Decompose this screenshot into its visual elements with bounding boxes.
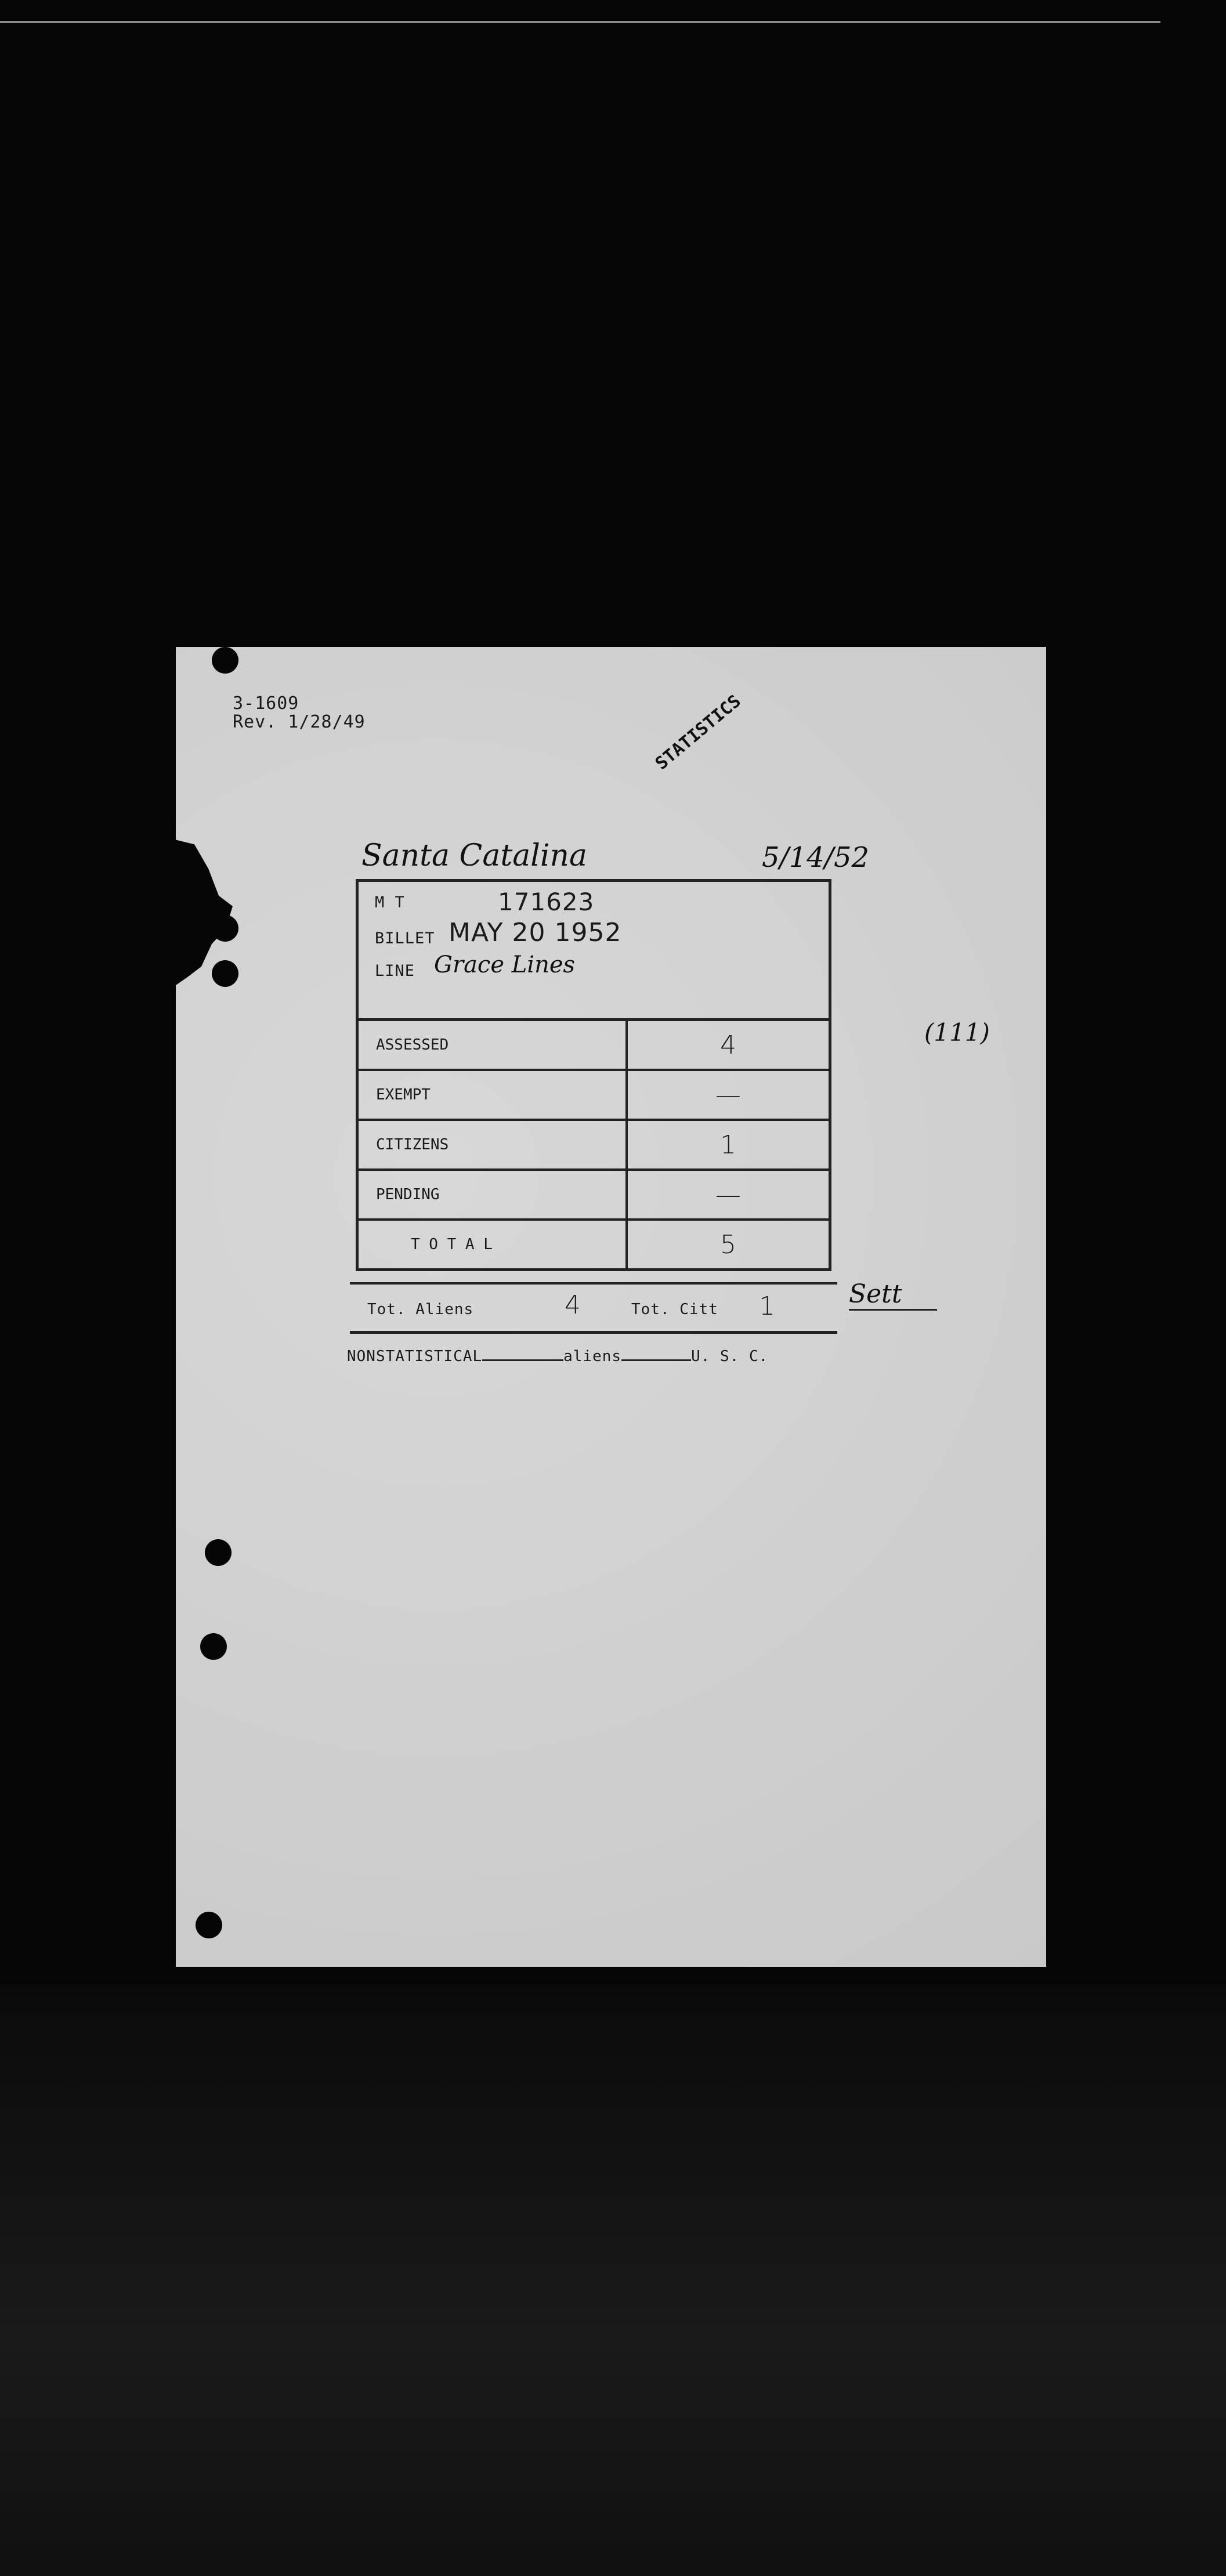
statistics-stamp: STATISTICS <box>651 691 745 774</box>
nonstatistical-label: NONSTATISTICAL <box>347 1348 483 1365</box>
row-value: 1 <box>627 1120 830 1170</box>
form-revision: Rev. 1/28/49 <box>233 712 366 732</box>
form-number: 3-1609 <box>233 693 299 714</box>
punch-hole <box>212 960 238 987</box>
billet-label: BILLET <box>375 929 435 947</box>
handwritten-date: 5/14/52 <box>762 841 870 874</box>
tot-citt-value: 1 <box>759 1291 776 1321</box>
aliens-label: aliens <box>563 1348 622 1365</box>
table-row <box>357 1120 830 1170</box>
total-value: 5 <box>627 1220 830 1270</box>
nonstatistical-line <box>347 1348 768 1365</box>
usc-label: U. S. C. <box>691 1348 769 1365</box>
mt-value: 171623 <box>498 888 595 916</box>
row-label: PENDING <box>357 1170 627 1220</box>
table-row <box>357 1220 830 1270</box>
row-value: — <box>627 1070 830 1120</box>
tot-citt-label: Tot. Citt <box>631 1301 718 1318</box>
punch-hole <box>205 1539 232 1566</box>
row-label: CITIZENS <box>357 1120 627 1170</box>
scan-top-edge <box>0 21 1160 23</box>
punch-hole <box>212 915 238 942</box>
scan-background <box>0 1984 1226 2576</box>
punch-hole <box>200 1633 227 1660</box>
blank-line <box>482 1359 563 1361</box>
tot-aliens-label: Tot. Aliens <box>367 1301 474 1318</box>
line-label: LINE <box>375 962 415 980</box>
document-page <box>176 647 1046 1967</box>
line-value: Grace Lines <box>434 951 576 978</box>
row-value: — <box>627 1170 830 1220</box>
billet-value: MAY 20 1952 <box>449 918 622 947</box>
blank-line <box>621 1359 691 1361</box>
table-row <box>357 1070 830 1120</box>
total-label: T O T A L <box>357 1220 627 1270</box>
table-row <box>357 1170 830 1220</box>
header-box <box>356 879 831 1021</box>
totals-row <box>350 1282 837 1334</box>
row-label: EXEMPT <box>357 1070 627 1120</box>
margin-note: (111) <box>924 1018 990 1047</box>
punch-hole <box>196 1912 222 1938</box>
row-label: ASSESSED <box>357 1020 627 1070</box>
tot-aliens-value: 4 <box>565 1290 581 1320</box>
table-row <box>357 1020 830 1070</box>
initials: Sett <box>849 1279 937 1311</box>
row-value: 4 <box>627 1020 830 1070</box>
ship-name: Santa Catalina <box>361 838 587 873</box>
statistics-table <box>356 1018 831 1271</box>
punch-hole <box>212 647 238 674</box>
mt-label: M T <box>375 893 405 911</box>
